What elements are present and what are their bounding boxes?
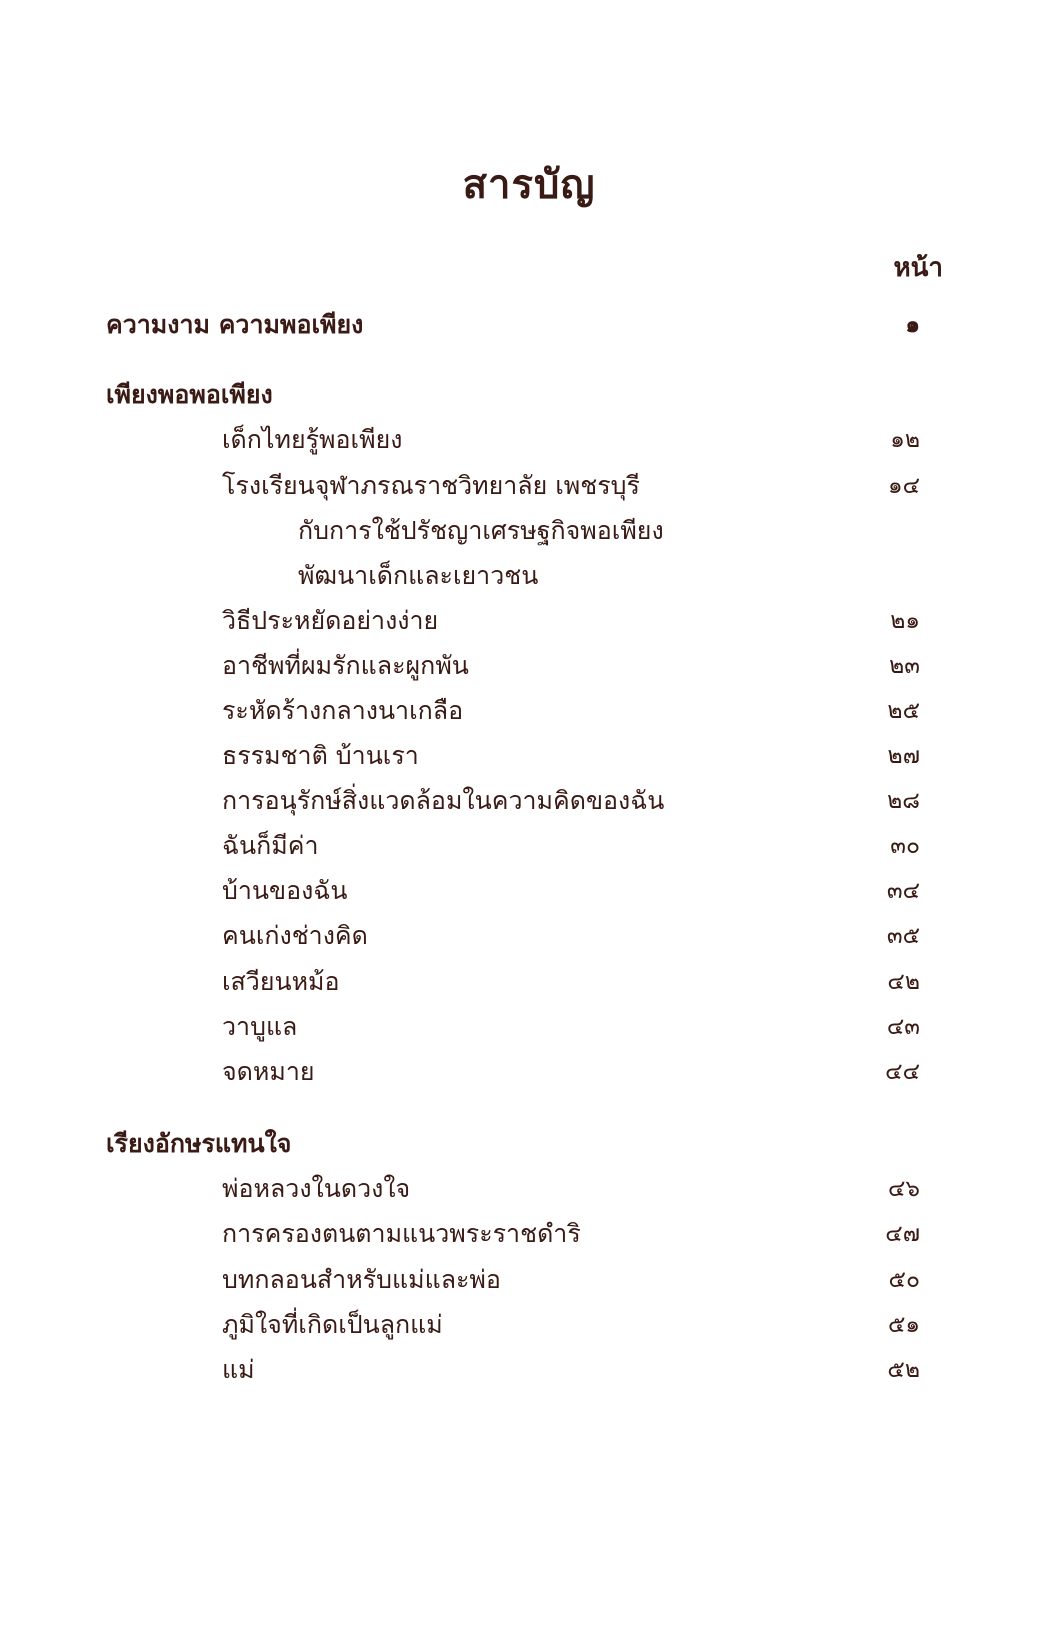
toc-entry-label: ระหัดร้างกลางนาเกลือ	[222, 696, 464, 725]
toc-entry-label: พ่อหลวงในดวงใจ	[222, 1174, 411, 1203]
toc-entry	[222, 1214, 581, 1254]
toc-entry	[222, 826, 319, 866]
toc-page-number: ๑๔	[887, 473, 920, 499]
toc-entry	[222, 646, 469, 686]
toc-entry-continuation	[298, 511, 664, 551]
toc-entry-label: กับการใช้ปรัชญาเศรษฐกิจพอเพียง	[298, 516, 664, 545]
toc-section-label: ความงาม ความพอเพียง	[106, 310, 364, 339]
toc-entry-label: คนเก่งช่างคิด	[222, 921, 368, 950]
toc-section-heading	[106, 1124, 291, 1164]
toc-entry	[222, 871, 347, 911]
toc-entry	[222, 601, 438, 641]
toc-entry-label: บ้านของฉัน	[222, 876, 348, 905]
toc-page-number: ๒๘	[887, 788, 920, 814]
toc-page-number: ๑๒	[890, 427, 920, 453]
toc-entry	[222, 916, 368, 956]
toc-page-number: ๓๕	[886, 923, 920, 949]
toc-page-number: ๔๒	[887, 969, 920, 995]
toc-entry	[222, 466, 640, 506]
toc-entry-label: ธรรมชาติ บ้านเรา	[222, 741, 419, 770]
toc-entry-label: บทกลอนสำหรับแม่และพ่อ	[222, 1265, 501, 1294]
toc-page-number: ๓๔	[886, 878, 920, 904]
toc-page-number: ๒๗	[887, 743, 920, 769]
toc-page-number: ๒๑	[890, 608, 920, 634]
page-title: สารบัญ	[462, 162, 596, 208]
toc-entry-label: วิธีประหยัดอย่างง่าย	[222, 606, 439, 635]
toc-page-number: ๔๔	[885, 1059, 920, 1085]
toc-entry	[222, 1260, 501, 1300]
toc-entry-label: ภูมิใจที่เกิดเป็นลูกแม่	[222, 1310, 443, 1339]
toc-entry	[222, 962, 340, 1002]
toc-entry-label: อาชีพที่ผมรักและผูกพัน	[222, 651, 469, 680]
toc-entry-label: เด็กไทยรู้พอเพียง	[222, 425, 403, 454]
toc-entry-label: แม่	[222, 1355, 255, 1384]
toc-page-number: ๕๑	[887, 1312, 920, 1338]
toc-page-number: ๒๓	[889, 653, 920, 679]
toc-entry	[222, 1350, 255, 1390]
toc-entry-label: จดหมาย	[222, 1057, 315, 1086]
toc-page-number: ๔๓	[886, 1014, 920, 1040]
toc-entry-label: การครองตนตามแนวพระราชดำริ	[222, 1219, 581, 1248]
toc-entry	[222, 1305, 443, 1345]
toc-entry	[222, 1169, 410, 1209]
toc-entry-label: เสวียนหม้อ	[222, 967, 340, 996]
toc-entry	[222, 691, 463, 731]
toc-page-number: ๒๕	[887, 698, 920, 724]
toc-page-number: ๔๗	[885, 1221, 920, 1247]
toc-entry-continuation	[298, 556, 538, 596]
toc-page-number: ๔๖	[887, 1176, 920, 1202]
toc-entry-label: พัฒนาเด็กและเยาวชน	[298, 561, 539, 590]
toc-section-heading	[106, 375, 273, 415]
toc-entry	[222, 781, 664, 821]
toc-entry	[222, 1007, 297, 1047]
page-column-label: หน้า	[893, 253, 943, 283]
toc-section-heading	[106, 305, 363, 345]
toc-page-number: ๕๐	[888, 1267, 920, 1293]
toc-entry	[222, 736, 419, 776]
toc-page-number: ๕๒	[887, 1357, 920, 1383]
toc-entry	[222, 420, 402, 460]
toc-page-number: ๑	[905, 312, 920, 338]
toc-page-number: ๓๐	[890, 833, 920, 859]
toc-section-label: เพียงพอพอเพียง	[106, 380, 273, 409]
toc-entry-label: วาบูแล	[222, 1012, 298, 1041]
toc-section-label: เรียงอักษรแทนใจ	[106, 1129, 292, 1158]
toc-entry-label: การอนุรักษ์สิ่งแวดล้อมในความคิดของฉัน	[222, 786, 665, 815]
toc-entry-label: โรงเรียนจุฬาภรณราชวิทยาลัย เพชรบุรี	[222, 471, 640, 500]
toc-entry-label: ฉันก็มีค่า	[222, 831, 319, 860]
toc-entry	[222, 1052, 315, 1092]
